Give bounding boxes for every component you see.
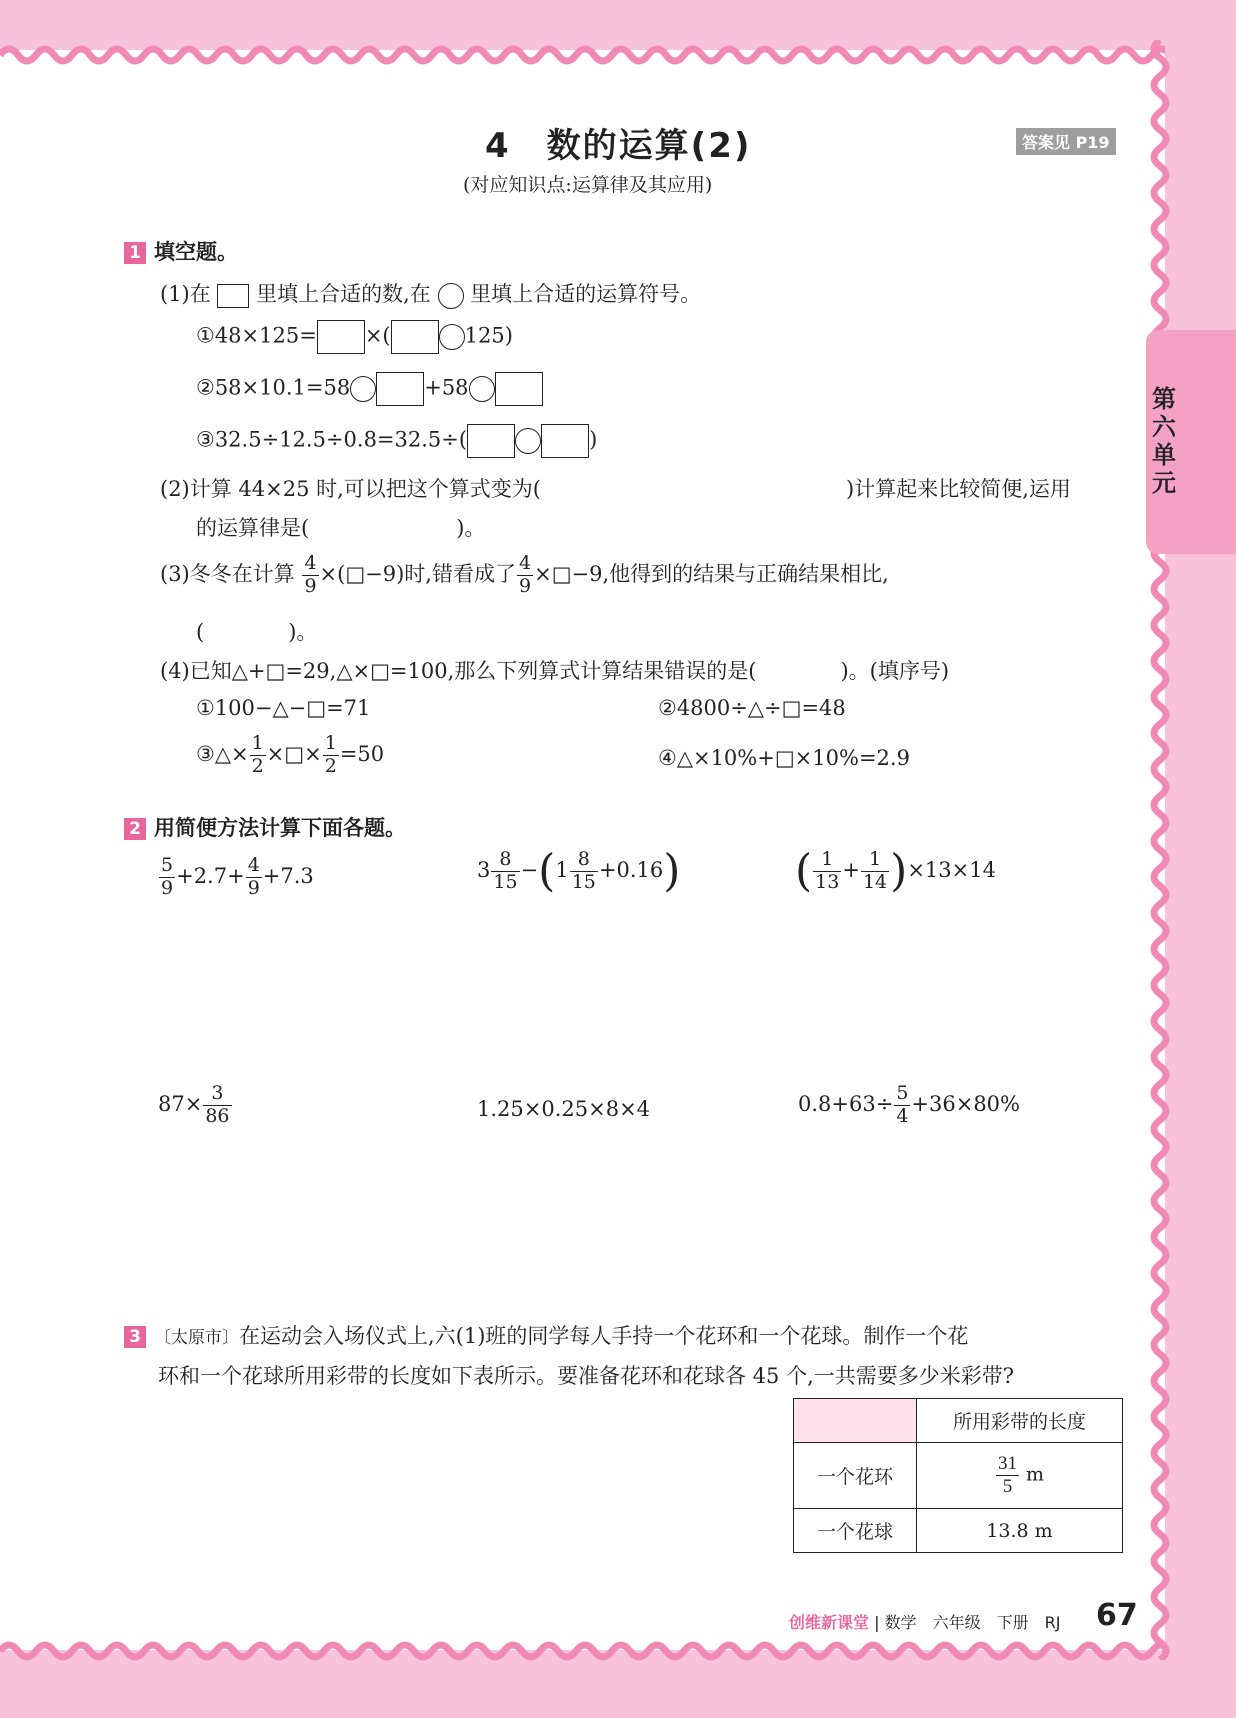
- table-header: 所用彩带的长度: [917, 1399, 1123, 1443]
- expr-text: +7.3: [262, 863, 314, 888]
- answer-circle[interactable]: [439, 324, 465, 350]
- wavy-border-right: [1145, 40, 1175, 1660]
- fraction-denominator: 15: [493, 870, 518, 893]
- expr-text: 0.8+63÷: [798, 1091, 894, 1116]
- table-cell: 13.8 m: [917, 1509, 1123, 1553]
- question-1-2-line1-b: )计算起来比较简便,运用: [846, 477, 1071, 501]
- problem-2-4: [158, 1083, 233, 1128]
- fraction-denominator: 13: [815, 870, 840, 893]
- fraction-denominator: 4: [896, 1104, 909, 1127]
- answer-box[interactable]: [467, 424, 515, 458]
- fraction-denominator: 9: [519, 574, 532, 597]
- mixed-whole: 1: [555, 857, 569, 882]
- answer-box[interactable]: [317, 320, 365, 354]
- q1-text-a: (1)在: [160, 282, 211, 306]
- expr-text: ×13×14: [907, 857, 996, 882]
- fraction-numerator: 4: [247, 854, 260, 876]
- section3-line1: [124, 1320, 968, 1350]
- table-row-label: 一个花环: [794, 1443, 917, 1509]
- fraction: [996, 1453, 1019, 1498]
- fraction-numerator: 3: [203, 1083, 231, 1106]
- fraction-numerator: 4: [519, 552, 532, 574]
- wavy-border-bottom: [0, 1636, 1165, 1666]
- right-paren: ): [663, 845, 681, 897]
- fraction: [246, 855, 262, 900]
- answer-box[interactable]: [376, 372, 424, 406]
- right-paren: ): [890, 845, 908, 897]
- opt3-text-c: =50: [339, 741, 385, 766]
- answer-circle[interactable]: [350, 376, 376, 402]
- answer-reference-badge: 答案见 P19: [1016, 128, 1116, 155]
- item2-text-a: ②58×10.1=58: [196, 375, 351, 400]
- option-2: ②4800÷△÷□=48: [658, 696, 846, 720]
- fraction-numerator: 4: [304, 552, 317, 574]
- wavy-border-top: [0, 40, 1165, 70]
- fraction-denominator: 14: [862, 870, 888, 893]
- table-cell: [917, 1443, 1123, 1509]
- table-corner-cell: [794, 1399, 917, 1443]
- unit-text: m: [1026, 1463, 1045, 1486]
- item1-text-b: ×(: [364, 323, 391, 348]
- fraction-numerator: 1: [251, 732, 264, 754]
- problem-2-1: [158, 855, 314, 900]
- fraction-denominator: 15: [571, 870, 596, 893]
- problem-2-3: [795, 845, 996, 897]
- question-1-3: [160, 553, 889, 598]
- left-paren: (: [538, 845, 556, 897]
- question-1-4: (4)已知△+□=29,△×□=100,那么下列算式计算结果错误的是( )。(填序号): [160, 659, 950, 683]
- item2-text-b: +58: [424, 375, 469, 400]
- section3-text-1: 在运动会入场仪式上,六(1)班的同学每人手持一个花环和一个花球。制作一个花: [239, 1324, 969, 1348]
- fraction-numerator: 1: [324, 732, 337, 754]
- question-1-1-item1: [196, 320, 513, 354]
- question-1-2-line2: 的运算律是( )。: [196, 516, 486, 540]
- left-paren: (: [795, 845, 813, 897]
- fraction-denominator: 5: [1002, 1476, 1013, 1497]
- answer-circle[interactable]: [469, 376, 495, 402]
- fraction-numerator: 8: [570, 849, 598, 872]
- fraction: [159, 855, 175, 900]
- q1-text-b: 里填上合适的数,在: [256, 282, 431, 306]
- fraction-numerator: 1: [813, 849, 841, 872]
- section-number-1: 1: [124, 242, 146, 264]
- item3-text-b: ): [589, 427, 598, 452]
- ribbon-length-table: [793, 1398, 1123, 1553]
- answer-box[interactable]: [391, 320, 439, 354]
- fraction: [570, 849, 598, 894]
- problem-source: 〔太原市〕: [154, 1328, 239, 1348]
- item1-text-c: 125): [464, 323, 513, 348]
- mixed-whole: 3: [477, 857, 491, 882]
- section2-title: 用简便方法计算下面各题。: [154, 816, 406, 840]
- fraction: [491, 849, 519, 894]
- section1-heading: [124, 236, 238, 266]
- q1-text-c: 里填上合适的运算符号。: [470, 282, 702, 306]
- opt3-text-b: ×□×: [266, 741, 322, 766]
- option-1: ①100−△−□=71: [196, 696, 371, 720]
- expr-text: +0.16: [598, 857, 664, 882]
- option-4: ④△×10%+□×10%=2.9: [658, 746, 910, 770]
- footer-info: 创维新课堂 | 数学 六年级 下册 RJ: [789, 1613, 1061, 1632]
- table-row-label: 一个花球: [794, 1509, 917, 1553]
- page-number: 67: [1096, 1598, 1138, 1633]
- fraction-numerator: 5: [896, 1082, 909, 1104]
- section-number-2: 2: [124, 818, 146, 840]
- answer-box[interactable]: [495, 372, 543, 406]
- fraction-denominator: 2: [251, 754, 264, 777]
- page-title: 4 数的运算(2): [485, 126, 752, 166]
- problem-2-2: [477, 845, 681, 897]
- fraction-denominator: 2: [324, 754, 337, 777]
- expr-text: 87×: [158, 1091, 203, 1116]
- q3-text-a: (3)冬冬在计算: [160, 561, 295, 586]
- section-number-3: 3: [124, 1326, 146, 1348]
- question-1-2-line1-a: (2)计算 44×25 时,可以把这个算式变为(: [160, 477, 542, 501]
- expr-text: +2.7+: [176, 863, 245, 888]
- footer-brand: 创维新课堂: [789, 1613, 870, 1632]
- fraction-numerator: 8: [491, 849, 519, 872]
- fraction-denominator: 86: [205, 1104, 230, 1127]
- fraction-denominator: 9: [247, 876, 260, 899]
- fraction: [250, 733, 266, 778]
- question-1-1-item2: [196, 372, 543, 406]
- unit-tab-label: 第六单元: [1152, 385, 1176, 497]
- fraction-numerator: 5: [161, 854, 174, 876]
- q3-text-b: ×(□−9)时,错看成了: [319, 561, 516, 586]
- fraction: [894, 1083, 910, 1128]
- fraction: [203, 1083, 231, 1128]
- problem-2-6: [798, 1083, 1020, 1128]
- fraction: [302, 553, 318, 598]
- expr-text: +36×80%: [911, 1091, 1020, 1116]
- problem-2-5: 1.25×0.25×8×4: [477, 1097, 651, 1121]
- fraction: [813, 849, 841, 894]
- fraction-denominator: 9: [161, 876, 174, 899]
- q3-text-c: ×□−9,他得到的结果与正确结果相比,: [534, 561, 889, 586]
- fraction-numerator: 31: [997, 1453, 1017, 1475]
- fraction: [323, 733, 339, 778]
- fraction-denominator: 9: [304, 574, 317, 597]
- fraction: [517, 553, 533, 598]
- answer-box[interactable]: [541, 424, 589, 458]
- opt3-text-a: ③△×: [196, 741, 249, 766]
- question-1-1-item3: [196, 424, 597, 458]
- section1-title: 填空题。: [154, 240, 238, 264]
- answer-circle[interactable]: [515, 428, 541, 454]
- blank-box-sample: [217, 284, 249, 308]
- option-3: [196, 733, 384, 778]
- blank-circle-sample: [438, 283, 464, 309]
- question-1-1: [160, 278, 701, 309]
- fraction: [861, 849, 889, 894]
- page-subtitle: (对应知识点:运算律及其应用): [463, 174, 713, 196]
- item1-text-a: ①48×125=: [196, 323, 317, 348]
- fraction-numerator: 1: [861, 849, 889, 872]
- item3-text-a: ③32.5÷12.5÷0.8=32.5÷(: [196, 427, 468, 452]
- footer-book-info: 数学 六年级 下册 RJ: [884, 1613, 1061, 1632]
- question-1-3-line2: ( )。: [196, 620, 318, 644]
- expr-text: −: [520, 857, 539, 882]
- expr-text: +: [842, 857, 860, 882]
- section2-heading: [124, 812, 406, 842]
- section3-line2: 环和一个花球所用彩带的长度如下表所示。要准备花环和花球各 45 个,一共需要多少米彩带?: [158, 1364, 1015, 1388]
